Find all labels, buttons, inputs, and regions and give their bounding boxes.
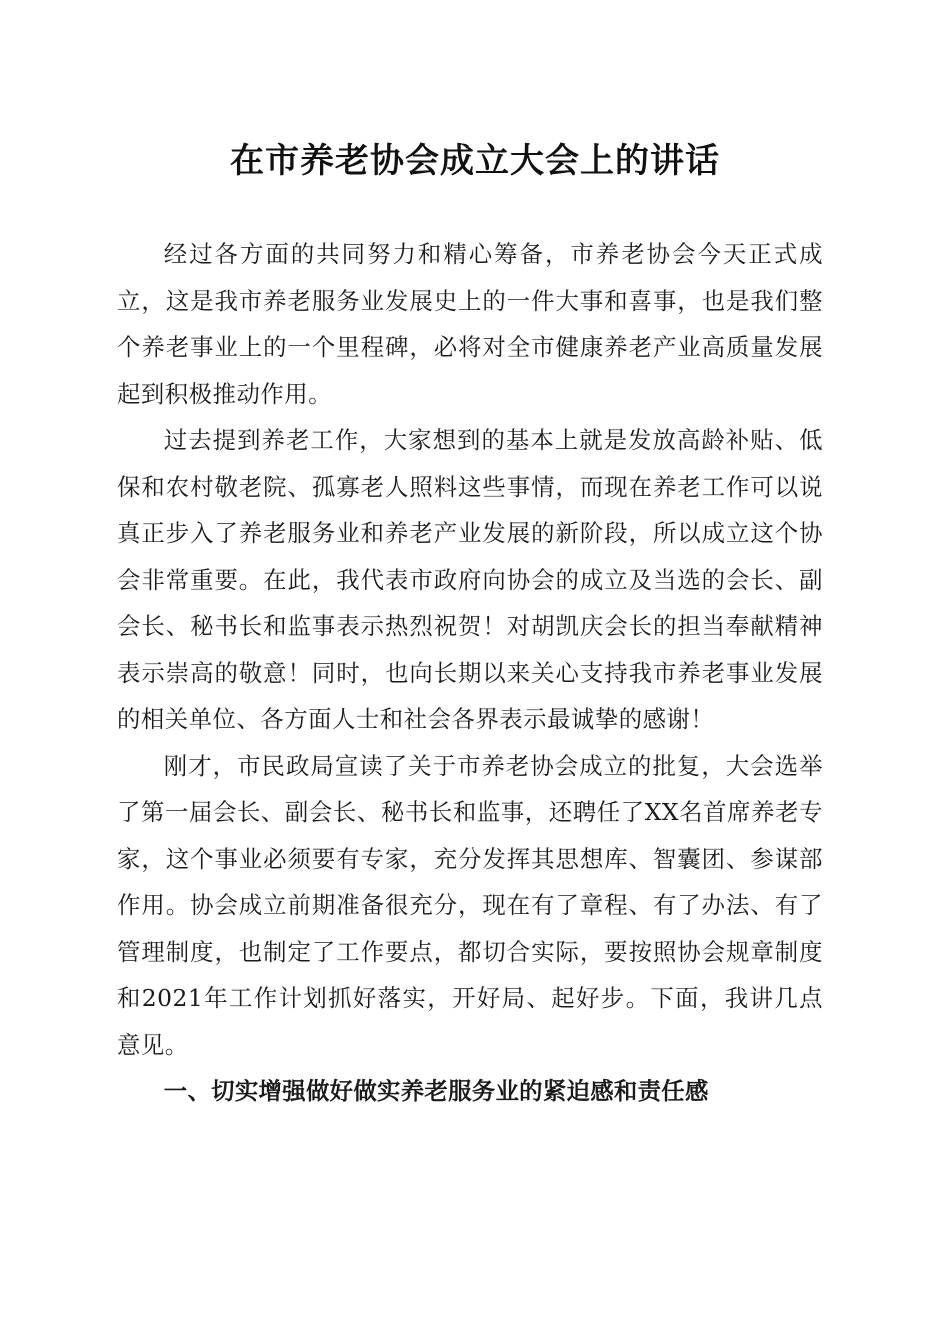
document-body: [117, 231, 823, 1115]
document-title: 在市养老协会成立大会上的讲话: [230, 141, 720, 181]
paragraph-3: 刚才，市民政局宣读了关于市养老协会成立的批复，大会选举了第一届会长、副会长、秘书长和监事，还聘任了XX名首席养老专家，这个事业必须要有专家，充分发挥其思想库、智囊团、参谋部作用。协会成立前期准备很充分，现在有了章程、有了办法、有了管理制度，也制定了工作要点，都切合实际，要按照协会规章制度和2021年工作计划抓好落实，开好局、起好步。下面，我讲几点意见。: [117, 751, 823, 1059]
paragraph-1: 经过各方面的共同努力和精心筹备，市养老协会今天正式成立，这是我市养老服务业发展史上的一件大事和喜事，也是我们整个养老事业上的一个里程碑，必将对全市健康养老产业高质量发展起到积极推动作用。: [117, 240, 823, 408]
paragraph-2: 过去提到养老工作，大家想到的基本上就是发放高龄补贴、低保和农村敬老院、孤寡老人照料这些事情，而现在养老工作可以说真正步入了养老服务业和养老产业发展的新阶段，所以成立这个协会非常重要。在此，我代表市政府向协会的成立及当选的会长、副会长、秘书长和监事表示热烈祝贺！对胡凯庆会长的担当奉献精神表示崇高的敬意！同时，也向长期以来关心支持我市养老事业发展的相关单位、各方面人士和社会各界表示最诚挚的感谢！: [117, 426, 823, 733]
section-heading: 一、切实增强做好做实养老服务业的紧迫感和责任感: [163, 1077, 709, 1105]
